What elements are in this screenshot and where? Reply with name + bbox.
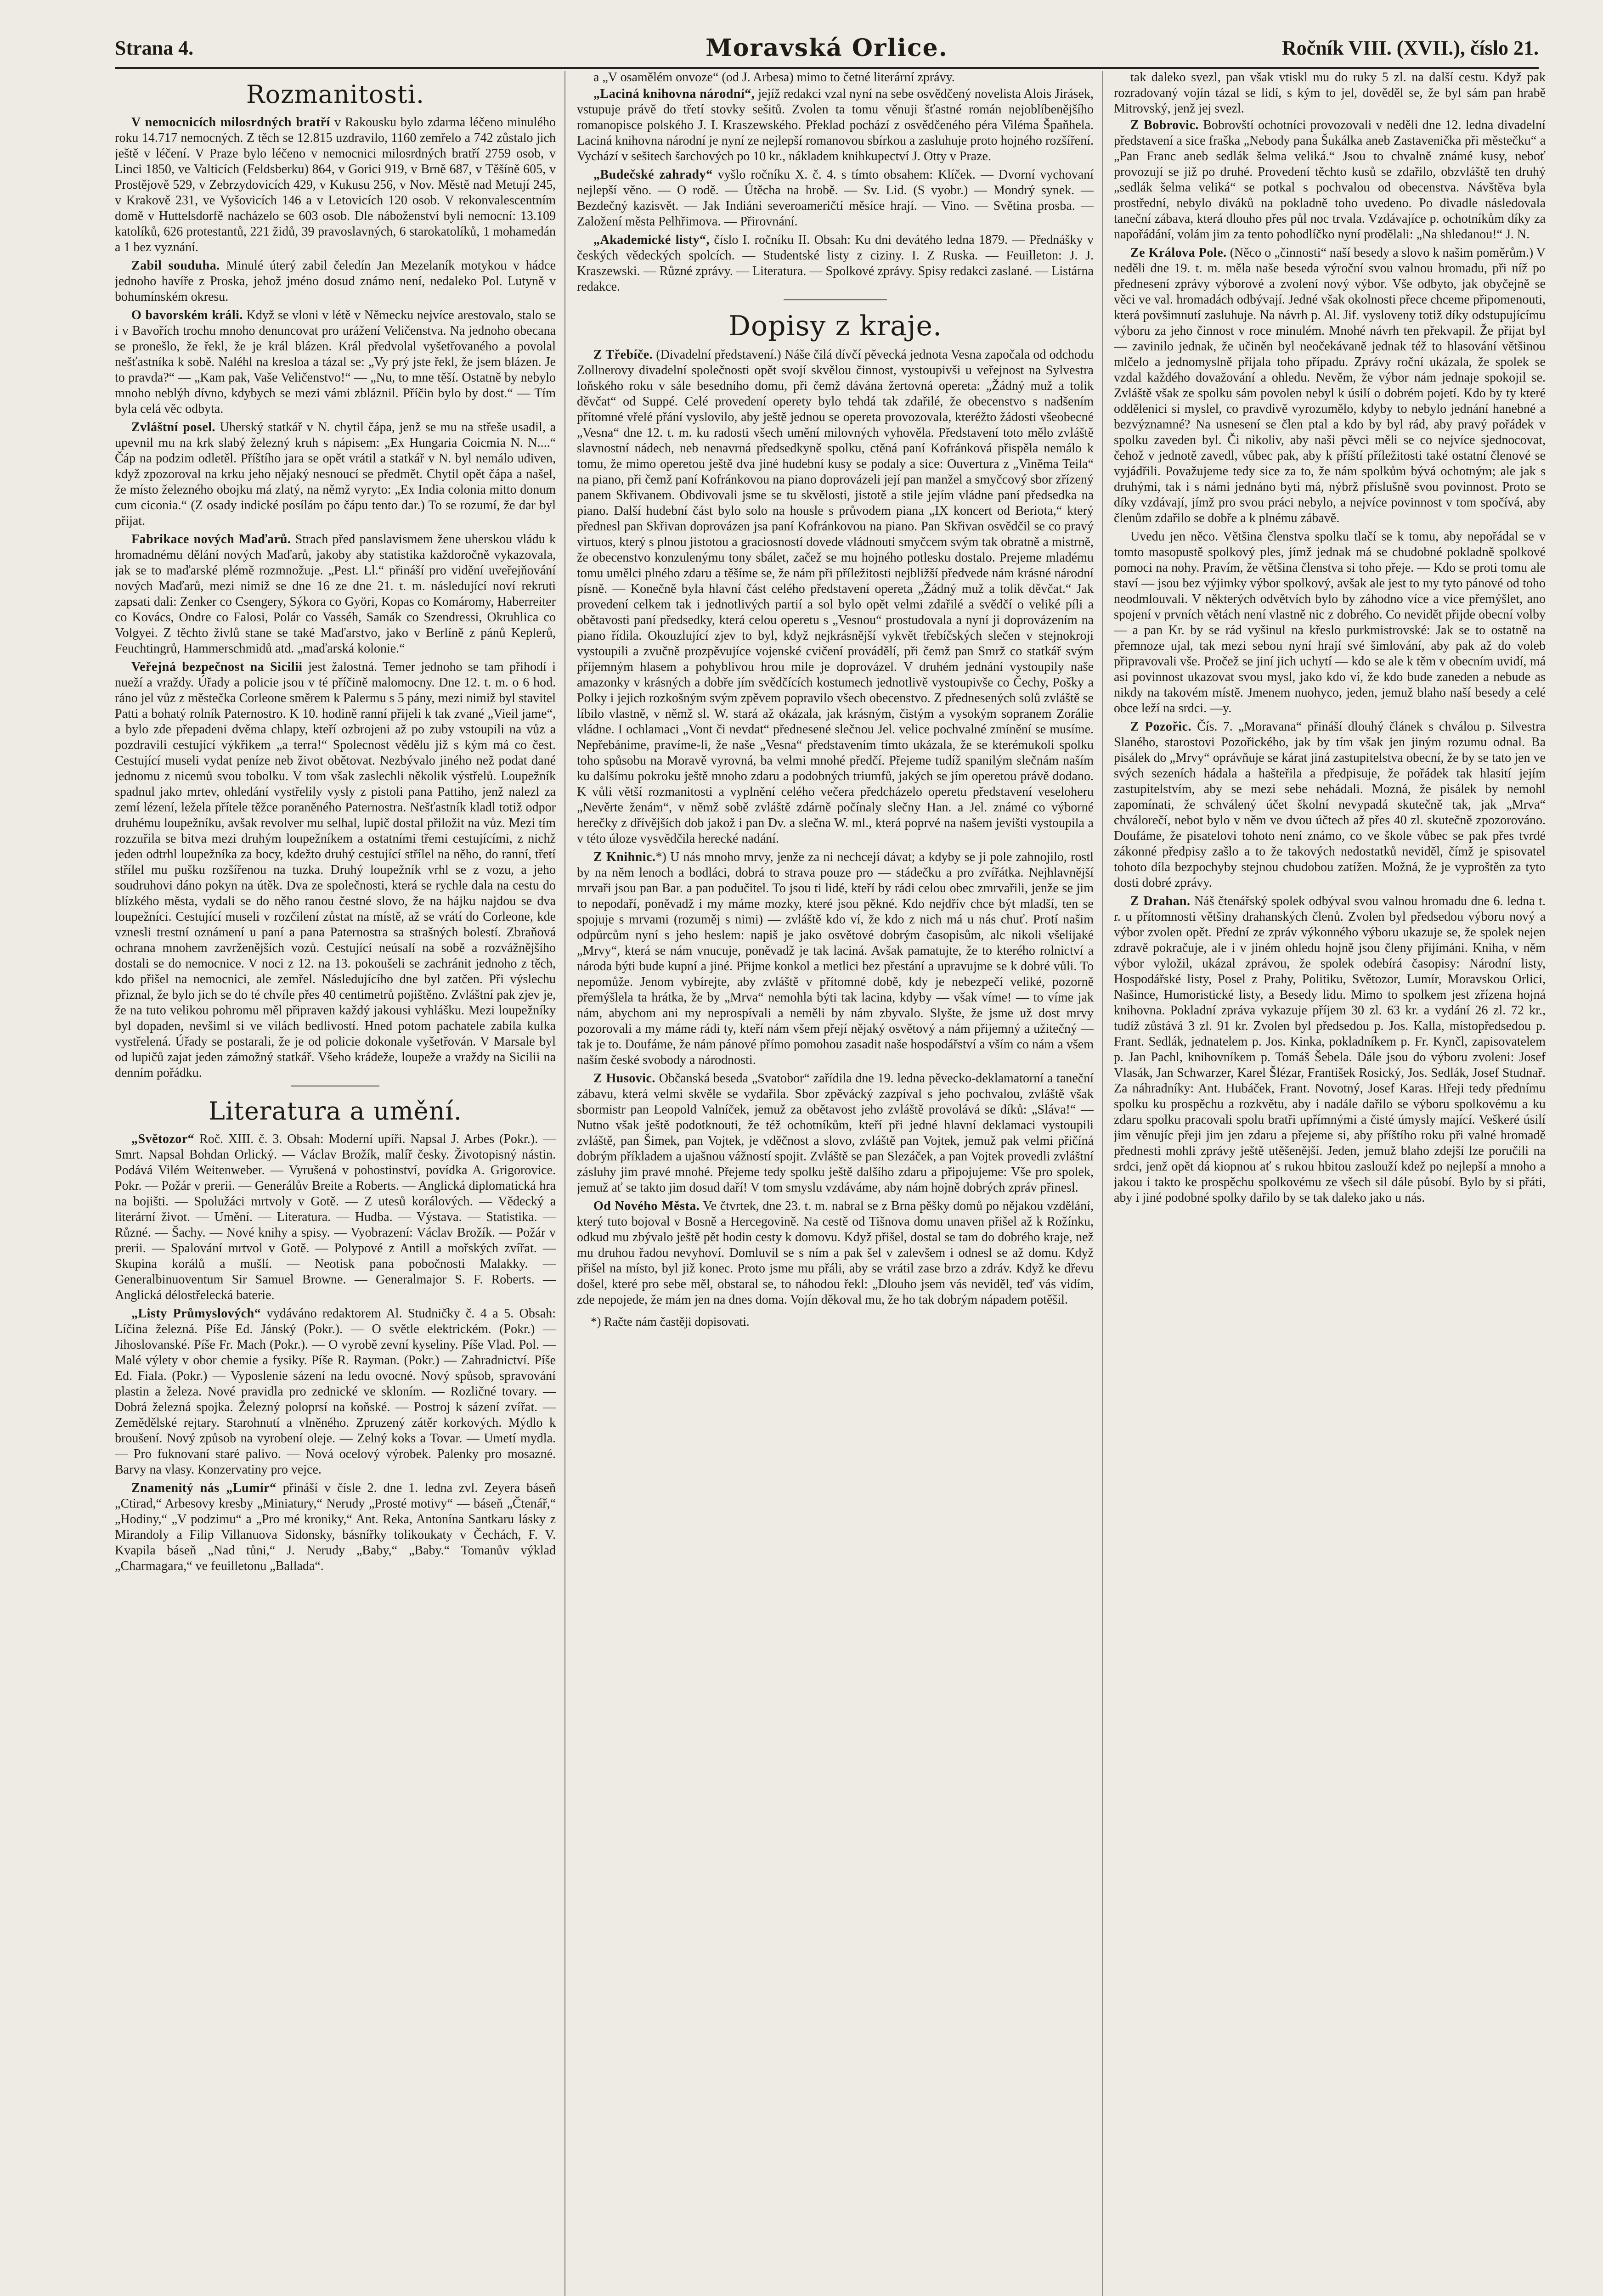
letter	[1114, 894, 1546, 1206]
section-title-rozmanitosti: Rozmanitosti.	[246, 80, 425, 109]
column-1	[115, 70, 556, 2296]
article-body: vydáváno redaktorem Al. Studničky č. 4 a 5. Obsah: Líčina železná. Píše Ed. Jánský (Pokr.). — O světle elektrickém. (Pokr.) — Jihoslovanské. Píše Fr. Mach (Pokr.). — O vyrobě zevní kyseliny. Píše Vlad. Pol. — Malé výlety v obor chemie a fysiky. Píše R. Rayman. (Pokr.) — Zahradnictví. Píše Ed. Fiala. (Pokr.) — Vyposlenie sázení na ledu ovocné. Nový spůsob, spravování plastin a železa. Nové pravidla pro zednické ve skloním. — Rozličné tovary. — Dobrá železná spojka. Železný poloprsí na koňské. — Postroj k sázení zvířat. — Zemědělské rejtary. Starohnutí a vlněného. Zpruzený zátěr korkových. Mýdlo k broušení. Nový způsob na vyrobení oleje. — Zelný koks a Tovar. — Umetí mydla. — Pro fuknovaní staré palivo. — Nová ocelový výrobek. Palenky pro mosazné. Barvy na vlasy. Konzervatiny pro vejce.	[115, 1306, 556, 1477]
article	[115, 1131, 556, 1303]
letter-head: Ze Králova Pole.	[1130, 246, 1227, 260]
article-head: Zabil souduha.	[131, 259, 220, 273]
article-body: Uherský statkář v N. chytil čápa, jenž se mu na střeše usadil, a upevnil mu na krk slabý železný kruh s nápisem: „Ex Hungaria Coicmia N. N....“ Čáp na podzim odletěl. Příštího jara se opět vrátil a statkář v N. byl nemálo udiven, když zpozoroval na krku jeho nějaký nesnoucí se předmět. Chytil opět čápa a našel, že místo železného obojku má zlatý, na němž vyryto: „Ex India colonia mitto donum cum ciconia.“ (Z osady indické posílám po čápu tento dar.) To se rozumí, že dar byl přijat.	[115, 420, 556, 528]
article-body: přináší v čísle 2. dne 1. ledna zvl. Zeyera báseň „Ctirad,“ Arbesovy kresby „Miniatury,“ Nerudy „Prosté motivy“ — báseň „Čtenář,“ „Hodiny,“ „V podzimu“ a „Pro mé kroniky,“ Ant. Reka, Antonína Santkaru lásky z Mirandoly a Filip Villanuova Sidonsky, básnířky tolikoukaty v Čechách, F. V. Kvapila báseň „Nad tůni,“ J. Nerudy „Baby,“ „Baby.“ Tomanův výklad „Charmagara,“ ve feuilletonu „Ballada“.	[115, 1481, 556, 1573]
letter-head: Od Nového Města.	[593, 1199, 700, 1213]
letter	[577, 347, 1094, 847]
letter-body: (Něco o „činnosti“ naší besedy a slovo k našim poměrům.) V neděli dne 19. t. m. měla naše beseda výroční svou valnou hromadu, při níž po přednesení zprávy výborové a zvolení nový výbor. Vše odbyto, jak obyčejně se věci ve val. hromadách odbývají. Jedné však okolnosti přece chceme připomenouti, která povšimnutí zasluhuje. Na návrh p. Al. Jif. vysloveny totiž díky odstupujícímu výboru za jeho činnost v roce minulém. Mnohé návrh ten překvapil. Že přijat byl — zavinilo jednak, že učiněn byl neočekávaně jednak též to hlasování většinou mlčelo a jednomyslně přijala toho případu. Zprávy roční ukázala, že spolek se vzdal každého dovažování a ohledu. Nevěm, že výbor nám jednaje spokojil se. Zvláště však ze spolku sám povolen nebyl k úsilí o dobrém pojetí. Kdo by ty které oddělenici si myslel, co pravdivě vyrozumělo, kdyby to nebylo jednání hanebné a bezvýznamné? Na usnesení se člen ptal a kdo by byl rád, aby pravý pořádek v spolku zaveden byl. Či nikoliv, aby naši pěvci měli se co nejvíce sjednocovat, čehož v jednotě zavedl, vůbec pak, aby k příští příležitosti také ostatní členové se vyjádřili. Považujeme tedy sice za to, že nám spolkům bývá ochotným; ale jak s druhými, tak i s námi jednáno byti má, nýbrž příslušně svou povinnost. Proto se díky vzdávají, jímž pro svou práci nebylo, a nejvíce povinnost v tom spočívá, aby členům zdařilo se dobře a k plnému zábavě.	[1114, 246, 1546, 525]
article-body: jest žalostná. Temer jednoho se tam přihodí i nueží a vraždy. Úřady a policie jsou v té příčině malomocny. Dne 12. t. m. o 6 hod. ráno jel vůz z městečka Corleone směrem k Palermu s 5 pány, mezi nimiž byl stavitel Patti a bohatý rolník Paternostro. K 10. hodině ranní přijeli k tak zvané „Vieil jame“, a bylo zde přepadeni dvěma chlapy, kteří ozbrojeni až po zuby vstoupili na vůz a pozdravili cestující výkřikem „a terra!“ Spolecnost vědělu již s kým má co čest. Cestující museli vydat peníze neb život obětovat. Nezbývalo jiného než podat dané jednomu z nicemů svou tobolku. V tom však zaslechli několik výstřelů. Loupežník spadnul jako mrtev, ohledání vystřelily vysly z pistoli pana Pattiho, jenž nalezl za zemí lézení, ležela přítele těžce poraněného Paternostra. Nešťastník kladl totiž odpor druhému loupežníku, avšak revolver mu selhal, lupič dostal přiložit na vůz. Mezi tím rozzuřila se bitva mezi druhým loupežníkem a ostatními třemi cestujícími, z nichž jeden odtrhl loupežníka za bocy, kdežto druhý cestující střílel na něho, do ranní, třetí střílel mu pušku rozšířenou na tuzka. Druhý loupežník vrhl se z vozu, a jeho soudruhovi dáno pokyn na útěk. Dva ze společnosti, která se rychle dala na cestu do blízkého města, vydali se do něho ranou čestné slovo, že na hájku najdou se dva loupežníci. Cestující museli v rozčilení zůstat na místě, až se vrátí do Corleone, kde vznesli trestní oznámení u paní a pana Paternostra sa strašných bolestí. Zbraňová ochrana mnohem zavrženějších vozů. Cestující neúsalí na sobě a rozvážnějšího dostali se do nemocnice. V noci z 12. na 13. pokoušeli se zachránit jednoho z těch, kdo přišel na nemocnici, ale zemřel. Následujícího dne byl zatčen. Při výslechu přiznal, že bylo jich se do té chvíle přes 40 centimetrů pojištěno. Zvláštní pak zjev je, že na tuto velikou pohromu měl připraven každý jakousi vyhlášku. Mezi loupežníky byl dopaden, nevšiml si ve vilách bedlivostí. Hned potom pachatele zabila kulka vystřelená. Úřady se postarali, že je od policie dokonale vyšetřován. V Marsale byl od lupičů zajat jeden zámožný statkář. Všeho krádeže, loupeže a vraždy na Sicilii na denním pořádku.	[115, 660, 556, 1080]
article	[115, 115, 556, 255]
letter	[577, 1071, 1094, 1196]
article-body: vyšlo ročníku X. č. 4. s tímto obsahem: Klíček. — Dvorní vychovaní nejlepší věno. — O rodě. — Útěcha na hrobě. — Sv. Lid. (S vyobr.) — Mondrý synek. — Bezdečný kazisvět. — Jak Indiáni severoameričtí měsíce hrají. — Vino. — Světina prosba. — Založení města Pelhřimova. — Přirovnání.	[577, 168, 1094, 229]
letter-body: U nás mnoho mrvy, jenže za ni nechcejí dávat; a kdyby se ji pole zahnojilo, rostl by na něm lenoch a bodláci, dobrá to strava pouze pro — stádečku a pro zvířátka. Nejhlavnější mrvaři jsou pan Bar. a pan podučitel. To jsou ti lidé, kteří by rádi celou obec zmrvařili, jenže se jim to nepodaří, poněvadž i my máme mozky, které jsou pěkné. Kdo nejdřív chce být mladší, ten se spojuje s mrvami (rozuměj s nimi) — zvláště kdo ví, že kdo z nich má u nás chuť. Protí našim odpůrcům nyní s jeho heslem: napiš je jako osvětové dobrým časopisům, alc nikoli všelijaké „Mrvy“, která se nám vnucuje, poněvadž je tak laciná. Avšak pamatujte, že to kterého rolnictví a národa býti bude kupní a jiné. Přijme konkol a metlici bez přestání a upravujme se k dobré vůli. To nepomůže. Jenom vybírejte, aby zvláště v přítomné době, kdy je nebezpečí veliké, pozorně přemýšlela ta hrátka, že by „Mrva“ nemohla býti tak lacina, kdyby — však víme! — to víme jak nám, abychom ani my neprospívali a neměli by nám zbyvalo. Slyšte, že jsme už dost mrvy pozorovali a my máme rádi ty, kteří nám všem přejí nějaký osvětový a nám přijemný a užitečný — tak je to. Doufáme, že nám pánové přímo pomohou zasadit naše hospodářství a vším co nám a všem naším české svobody a národnosti.	[577, 850, 1094, 1067]
letter-body: Náš čtenářský spolek odbýval svou valnou hromadu dne 6. ledna t. r. u přítomnosti většiny drahanských členů. Zvolen byl předsedou výboru nový a výbor zvolen opět. Přední ze zpráv výkonného výboru ukazuje se, že spolek nejen zdravě pokračuje, ale i v jiném ohledu hojně jsou členy přijímáni. Kniha, v něm výbor vyložil, ukázal zprávou, že spolek odebírá časopisy: Národní listy, Hospodářské listy, Posel z Prahy, Politiku, Světozor, Lumír, Moravskou Orlici, Našince, Humoristické listy, a Besedy lidu. Mimo to spolkem jest zřízena hojná knihovna. Pokladní zpráva vykazuje příjem 30 zl. 63 kr. a vydání 26 zl. 72 kr., tudíž zůstává 3 zl. 91 kr. Zvolen byl předsedou p. Jos. Kalla, místopředsedou p. Frant. Sedlák, jednatelem p. Jos. Kinka, pokladníkem p. Fr. Kynčl, zapisovatelem p. Jan Pachl, knihovníkem p. Tomáš Šebela. Dále jsou do výboru zvoleni: Josef Vlasák, Jan Schwarzer, Karel Šlézar, František Rosický, Jos. Sedlák, Josef Studnař. Za náhradníky: Ant. Hubáček, Frant. Novotný, Josef Karas. Hřeji tedy přednímu spolku ku prospěchu a rozkvětu, aby i nadále dařilo se výboru spolkovému a ku zdaru spolku pracovali spolu bratři upřímnými a čisté úmysly mající. Veškeré úsilí jim věnujíc přeji jim jen zdaru a přejeme si, aby příštího roku při valné hromadě přednesti mohli zprávy ještě utěšenější. Jeden, jemuž blaho zdejší lze poručili na srdci, jenž opět dá kiopnou ať s rukou hbitou zaslouží kdež po nejlepší a mnoho a jakou i takto ke prospěchu spolkovému ze všech sil dále působí. Bylo by si přáti, aby i jiné podobné spolky dařilo by se tak daleko jako u nás.	[1114, 894, 1546, 1205]
article-head: Fabrikace nových Maďarů.	[131, 532, 291, 546]
article-head: „Budečské zahrady“	[593, 168, 713, 182]
continued-text: tak daleko svezl, pan však vtiskl mu do ruky 5 zl. na další cestu. Když pak rozradovaný vojín tázal se lidí, s kým to jel, dověděl se, že byl sám pan hrabě Mitrovský, jenž jej svezl.	[1114, 70, 1546, 116]
letter	[1114, 245, 1546, 526]
article-body: v Rakousku bylo zdarma léčeno minulého roku 14.717 nemocných. Z těch se 12.815 uzdravilo, 1160 zemřelo a 742 zůstalo jich ještě v léčení. V Praze bylo léčeno v nemocnici milosrdných bratří 2759 osob, v Linci 1850, ve Valticích (Feldsberku) 864, v Gorici 919, v Brně 687, v Těšíně 605, v Prostějově 529, v Zebrzydovicích 429, v Kukusu 256, v Nov. Městě nad Metují 245, v Krakově 231, ve Vyšovicích 146 a v Letovicích 120 osob. V rekonvalescentním domě v Huttelsdorfě nacházelo se 603 osob. Dle náboženství byli nemocní: 13.109 katolíků, 626 protestantů, 221 židů, 39 pravoslavných, 6 starokatolíků, 1 mohamedán a 1 bez vyznání.	[115, 115, 556, 254]
article-body: Minulé úterý zabil čeledín Jan Mezelaník motykou v hádce jednoho havíře z Proska, jehož jméno dosud známo není, nedaleko Pol. Lutyně v bohumínském okresu.	[115, 259, 556, 304]
column-3	[1114, 70, 1546, 2296]
article	[577, 86, 1094, 164]
letter-body: Občanská beseda „Svatobor“ zařídila dne 19. ledna pěvecko-deklamatorní a taneční zábavu, která velmi skvěle se vydařila. Sbor zpěvácký zazpíval s jeho pochvalou, zvláště však sbormistr pan Leopold Valníček, jemuž za obětavost jeho zvláště provolává se díků: „Sláva!“ — Nutno však ještě podotknouti, že též ochotníkům, kteří při jedné hlavní deklamaci vystoupili zvláště, pan Šimek, pan Vojtek, je vděčnost a slovo, zvláště pan Vojtek, jemuž pak velmi přičíná dobrým příkladem a ujašnou vážností spojit. Zvláště se pan Slezáček, a pan Vojtek provedli zvláštní zásluhy jim pravé mnohé. Přejeme tedy spolku ještě dalšího zdaru a připojujeme: Vše pro spolek, jemuž ať se takto jim dosud daří! V tom smyslu vzdáváme, aby nám hojně dobrých zpráv přinesl.	[577, 1071, 1094, 1195]
article	[577, 232, 1094, 295]
section-divider	[784, 299, 887, 300]
section-title-literatura: Literatura a umění.	[209, 1097, 462, 1125]
article-head: O bavorském králi.	[131, 308, 243, 322]
letter-head: Z Knihnic.	[593, 850, 656, 864]
letter-head: Z Třebíče.	[593, 348, 653, 362]
section-title-dopisy: Dopisy z kraje.	[728, 310, 943, 342]
article	[115, 659, 556, 1081]
letter-head: Z Drahan.	[1130, 894, 1191, 908]
letter-head: Z Pozořic.	[1130, 720, 1192, 734]
masthead-title: Moravská Orlice.	[706, 34, 948, 62]
article	[115, 1480, 556, 1574]
article	[577, 167, 1094, 230]
letter	[577, 1199, 1094, 1308]
letter	[1114, 719, 1546, 891]
letter-body: Ve čtvrtek, dne 23. t. m. nabral se z Brna pěšky domů po nějakou vzdělání, který tuto bojoval v Bosně a Hercegovině. Na cestě od Tišnova domu unaven přišel až k Rožínku, odkud mu zbývalo ještě pět hodin cesty k domovu. Když přišel, dostal se tam do dobrého kraje, než mu druhou řadou nevyhoví. Domluvil se s ním a pak šel v zalevšem i odnesl se až domu. Když přišel na místo, byl již konec. Proto jsme mu přáli, aby se vrátil zase brzo a zdráv. Když ke dřevu došel, které pro sebe měl, obstaral se, to náhodou řekl: „Dlouho jsem vás neviděl, teď vás vidím, zde nepojede, že mám jen na dnes doma. Vojín děkoval mu, že ho tak dobrým nápadem potěšil.	[577, 1199, 1094, 1307]
column-divider	[1102, 71, 1103, 2296]
page-number: Strana 4.	[115, 37, 194, 59]
volume-issue: Ročník VIII. (XVII.), číslo 21.	[1281, 37, 1539, 59]
letter-head: Z Husovic.	[593, 1071, 655, 1086]
article-head: „Světozor“	[131, 1132, 195, 1146]
column-2	[577, 70, 1094, 2296]
article	[115, 258, 556, 305]
letter-body: Čís. 7. „Moravana“ přináší dlouhý článek s chválou p. Silvestra Slaného, starostovi Pozořického, jak by tím však jen jiným rozumu odnal. Ba pisálek do „Mrvy“ oprávňuje se kárat jiná zastupitelstva obecní, že by se tato jen ve svých sezeních hádala a hašteřila a předpisuje, že pořádek tak hlasití jejím zastupitelstvím, aby se mezi sebe nehádali. Mozná, že pisálek by nemohl zapomínati, že schválený účet školní nevypadá skutečně tak, jak „Mrva“ chválorečí, nebot bylo v něm ve dvou účtech až přes 40 zl. skutečně zpozorováno. Doufáme, že pisatelovi tohoto není známo, co ve škole vůbec se pak přes tvrdé zákonné předpisy zašlo a to že takových nedostatků neviděl, čímž je spisovatel tohoto díla bezpochyby stejnou chudobou zatížen. Možná, že je vyproštěn za tyto dosti dobré zprávy.	[1114, 720, 1546, 890]
letter-body: Náše čilá dívčí pěvecká jednota Vesna započala od odchodu Zollnerovy divadelní společnosti opět svojí skvělou činnost, vystoupivši u veřejnost na Sylvestra loňského roku v sále besedního domu, při čemž dávána žertovná opereta: „Žádný muž a tolik děvčat“ od Suppé. Celé provedení operety bylo tehdá tak zdařilé, že obecenstvo s nadšením přítomné vřelé přání vyslovilo, aby ještě jednou se opereta provozovala, kteréžto žádosti všeobecné „Vesna“ dne 12. t. m. ku radosti všech umění milovných vyhověla. Představení toto mělo zvláště slavnostní nádech, neb nenavrná předsedkyně spolku, ctěná paní Kofránková přispěla nemálo k tomu, že mimo operetou ještě dva jiné hudební kusy se podaly a sice: Ouvertura z „Viněma Teila“ na piano, při čemž paní Kofránkovou na piano doprovázeli její pan manžel a smyčcový sbor zřízený panem Skřivanem. Obdivovali jsme se tu skvělosti, jistotě a stile jejím vládne paní předsedka na piano. Další hudební část bylo solo na housle s průvodem piana „IX koncert od Beriota,“ který přednesl pan Skřivan doprovázen jsa paní Kofránkovou na piano. Pan Skřivan osvědčil se co pravý virtuos, který s plnou jistotou a graciosností dovede vládnouti smyčcem svým tak obratně a mistrně, že obecenstvo konzulenýmu tony sbálet, začež se mu hojného potlesku dostalo. Prejeme mladému tomu umělci plného zdaru a těšíme se, že nám při příležitosti nejbližší předvede nám krásné národní písně. — Konečně byla hlavní část celého představení opereta „Žádný muž a tolik děvčat.“ Jak provedení celkem tak i jednotlivých partií a sol bylo opět velmi zdařilé a svědčí o veliké píli a obětavosti paní předsedky, která celou operetu s „Vesnou“ prostudovala a nyní ji doprovázením na piano řídila. Okouzlující zjev to byl, když nejkrásnější vykvět třebíčských slečen v stejnokroji vystoupili a zvučně prozpěvujíce vojenské cvičení provádělí, při čemž pan Smrž co statkář svým příjemným hlasem a pohyblivou hrou mile je doprovázel. V druhém jednání vystoupily naše amazonky v krásných a dobře jím svědčících kostumech jednotlivě vystoupivše co Čechy, Pošky a Polky i jejich rozkošným svým zpěvem popravilo všech obecenstvo. Z přednesených solů zvláště se líbilo vlastně, v němž sl. W. stará až okázala, jak krásným, čistým a vysokým sopranem Zorálie vládne. I ochlamaci „Vont či nevdat“ přednesené slečnou Jel. velice pochvalné zmínění se musíme. Nepřebánime, pravíme-li, že naše „Vesna“ představením tímto ukázala, že se kterémukoli spolku toho spůsobu na Moravě vyrovná, ba velmi mnohé předčí. Přejeme tudíž spanilým slečnám naším ku dalšímu pokroku ještě mnoho zdaru a podobných triumfů, jakých se jím operetou právě dodano. K vůli větší rozmanitosti a vyplnění celého večera předcházelo operetu představení veseloheru „Nevěrte ženám“, v němž sobě zvláště zdárně počínaly slečny Han. a Jel. známé co výborné herečky z dřívějších dob jakož i pan Dv. a slečna W. ml., která poprvé na našem jevišti vystoupila a v této úloze vysvědčila herecké nadání.	[577, 348, 1094, 846]
article-head: „Laciná knihovna národní“,	[593, 87, 755, 101]
letter	[1114, 118, 1546, 242]
article-head: „Akademické listy“,	[593, 233, 710, 247]
letter	[577, 850, 1094, 1068]
article-head: „Listy Průmyslových“	[131, 1306, 261, 1321]
letter-subhead: *)	[655, 850, 666, 864]
article-body: Roč. XIII. č. 3. Obsah: Moderní upíři. Napsal J. Arbes (Pokr.). — Smrt. Napsal Bohdan Orlický. — Václav Brožík, malíř česky. Životopisný nástin. Podává Vilém Weitenweber. — Vyrušená v pohostinství, povídka A. Grigorovice. Pokr. — Požár v prerii. — Generálův Breite a Roberts. — Anglická diplomatická hra na bojišti. — Spolužáci mrtvoly v Gotě. — Z utesů korálových. — Vědecký a literární život. — Umění. — Literatura. — Hudba. — Výstava. — Statistika. — Různé. — Šachy. — Nové knihy a spisy. — Vyobrazení: Václav Brožík. — Požár v prerii. — Spalování mrtvol v Gotě. — Polypové z Antill a mořských zvířat. — Skupina korálů a mušlí. — Neotisk pana pobočnosti Malakky. — Generalbinuoventum Sir Samuel Browne. — Generalmajor S. F. Roberts. — Anglická délostřelecká baterie.	[115, 1132, 556, 1302]
letter-body: Bobrovští ochotníci provozovali v neděli dne 12. ledna divadelní představení a sice fraška „Nebody pana Šukálka aneb Zastavenička při městečku“ a „Pan Franc aneb sedlák šelma veliká.“ Jsou to chvalně známé kusy, neboť provozují se již po druhé. Provedení těchto kusů se zdařilo, obzvláště ten druhý „sedlák šelma veliká“ se potkal s pochvalou od obecenstva. Návštěva byla prostřední, nebylo diváků na pokladně toho uvedeno. Po divadle následovala taneční zábava, která dlouho přes půl noc trvala. Vzdávajíce p. ochotníkům díky za napořádání, volám jim za tento pohodlíčko nyní prodělali: „Na shledanou!“ J. N.	[1114, 118, 1546, 242]
article-body: jejíž redakci vzal nyní na sebe osvědčený novelista Alois Jirásek, vstupuje právě do třetí stovky sešitů. Zvolen ta tomu věnuji šťastné román nejoblíbenějšího romanopisce polského J. I. Kraszewského. Překlad pochází z osvědčeného péra Viléma Špaňhela. Laciná knihovna národní je nyní ze nejlepší romanovou sbírkou a zasluhuje proto hojného rozšíření. Vychází v sešitech šarchových po 10 kr., nákladem knihkupectví J. Otty v Praze.	[577, 87, 1094, 163]
column-divider	[564, 71, 565, 2296]
article	[115, 1306, 556, 1478]
header-rule	[115, 67, 1539, 69]
letter-head: Z Bobrovic.	[1130, 118, 1199, 132]
article-head: Veřejná bezpečnost na Sicilii	[131, 660, 303, 674]
letter	[1114, 529, 1546, 716]
article-body: číslo I. ročníku II. Obsah: Ku dni devátého ledna 1879. — Přednášky v českých vědeckých spolcích. — Studentské listy z ciziny. I. Z Ruska. — Feuilleton: J. J. Kraszewski. — Různé zprávy. — Literatura. — Spolkové zprávy. Spisy redakci zaslané. — Listárna redakce.	[577, 233, 1094, 294]
article-head: Zvláštní posel.	[131, 420, 215, 434]
article	[115, 532, 556, 657]
article	[115, 308, 556, 417]
letter-body: Uvedu jen něco. Většina členstva spolku tlačí se k tomu, aby nepořádal se v tomto masopustě spolkový ples, jímž jednak má se chudobné pokladně spolkové pomoci na nohy. Pravím, že většina členstva si toho přeje. — Kdo se proti tomu ale staví — jsou bez výjimky výbor spolkový, avšak ale jest to my tyto pánové od toho neodmlouvali. V některých odvětvích bylo by záhodno více a vice přemýšlet, ano spojení v prvních větách není vlastně nic z dobrého. Co nevidět přijde obecní volby — a pan Kr. by se rád vyšinul na křeslo purkmistrovské: Jak se to ostatně na přemnoze ujal, tak mezi sebou nyní hrají své šimlování, aby pak až do voleb připravovali vše. Pročež se jiní jich uchytí — kdo se ale k těm v obecním uvidí, má asi povinnost ukazovat svou mysl, jako kdo ví, že kdo bude zaneden a nebude as nikdy na takovém místě. Jmenem nuohyco, jeden, jemuž blaho naší besedy a celé obce leží na srdci. —y.	[1114, 529, 1546, 715]
footnote: *) Račte nám častěji dopisovati.	[591, 1315, 750, 1328]
letter-subhead: (Divadelní představení.)	[656, 348, 781, 362]
article	[115, 420, 556, 529]
article-head: Znamenitý nás „Lumír“	[131, 1481, 277, 1495]
running-head	[115, 31, 1539, 65]
article-body: Když se vloni v létě v Německu nejvíce arestovalo, stalo se i v Bavořích trochu mnoho denuncovat pro urážení Veličenstva. Na jednoho obecana se pronešlo, že řekl, že je král blázen. Král předvolal vyšetřovaného a povolal nešťastníka k sobě. Naléhl na kresloa a tázal se: „Vy prý jste řekl, že jsem blázen. Je to pravda?“ — „Kam pak, Vaše Veličenstvo!“ — „Nu, to mne těší. Ostatně by nebylo mnoho neblýh dívno, kdybych se mezi vámi zbláznil. Příčin bylo by dost.“ — Tím byla celá věc odbyta.	[115, 308, 556, 416]
article-head: V nemocnicích milosrdných bratří	[131, 115, 330, 129]
article-body: Strach před panslavismem žene uherskou vládu k hromadnému dělání nových Maďarů, jakoby aby statistika každoročně vykazovala, jak se to maďarské plémě rozmnožuje. „Pest. Ll.“ přináší pro vidění uveřejňování nových Maďarů, mezi nimiž se dne 16 ze dne 21. t. m. následující noví rekruti zapsati dali: Zenker co Csengery, Sýkora co Györi, Kopas co Komáromy, Haberreiter co Kovács, Ondre co Falosi, Polár co Vasséh, Samák co Szendressi, Okruhlica co Volgyei. Z těchto živlů stane se také Maďarstvo, jako v Berlíně z pánů Keplerů, Feuchtingrů, Hammerschmidů atd. „maďarská kolonie.“	[115, 532, 556, 656]
continued-text: a „V osamělém onvoze“ (od J. Arbesa) mimo to četné literární zprávy.	[593, 70, 955, 84]
